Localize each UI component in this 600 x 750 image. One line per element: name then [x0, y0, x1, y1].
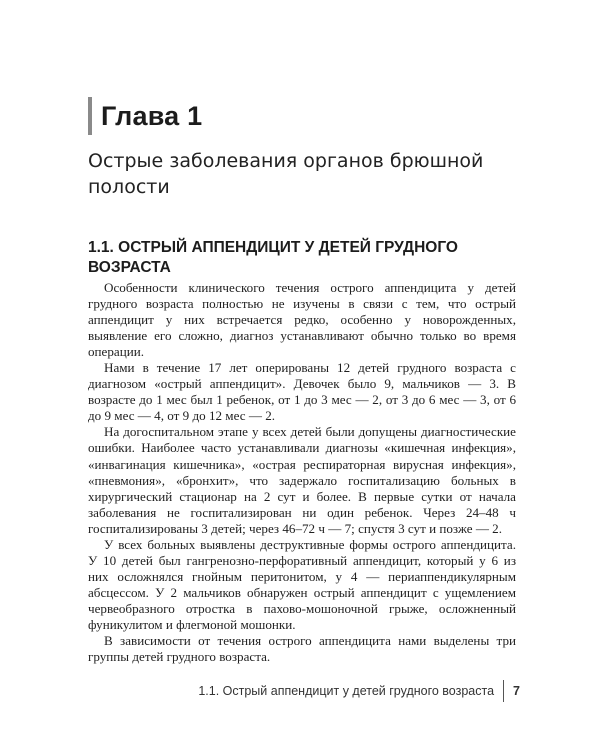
running-title: 1.1. Острый аппендицит у детей грудного возраста — [198, 684, 495, 698]
chapter-title: Глава 1 — [101, 100, 203, 131]
paragraph: У всех больных выявлены деструктивные формы острого аппендицита. У 10 детей был гангренозно-перфоративный аппендицит, который у 6 из них осложнялся гнойным перитонитом, у 4 — периаппендикулярным абсцессом. У 2 мальчиков обнаружен острый аппендицит с ущемлением червеобразного отростка в пахово-мошоночной грыже, осложненный фуникулитом и флегмоной мошонки. — [88, 536, 516, 632]
body-text — [88, 280, 516, 665]
chapter-header — [88, 96, 202, 136]
chapter-accent-bar — [88, 97, 92, 135]
footer-separator — [503, 680, 504, 702]
paragraph: На догоспитальном этапе у всех детей были допущены диагностические ошибки. Наиболее часто устанавливали диагнозы «кишечная инфекция», «инвагинация кишечника», «острая респираторная вирусная инфекция», «пневмония», «бронхит», что задержало госпитализацию больных в хирургический стационар на 2 сут и более. В первые сутки от начала заболевания не госпитализирован ни один ребенок. Через 24–48 ч госпитализированы 3 детей; через 46–72 ч — 7; спустя 3 сут и позже — 2. — [88, 424, 516, 536]
paragraph: В зависимости от течения острого аппендицита нами выделены три группы детей грудного возраста. — [88, 633, 516, 665]
chapter-subtitle: Острые заболевания органов брюшной полости — [88, 150, 484, 198]
paragraph: Особенности клинического течения острого аппендицита у детей грудного возраста полностью не изучены в связи с тем, что острый аппендицит у них встречается редко, особенно у новорожденных, выявление его сложно, диагноз устанавливают обычно только во время операции. — [88, 280, 516, 360]
page-footer — [198, 680, 520, 702]
page-number: 7 — [513, 684, 520, 698]
section-heading: 1.1. ОСТРЫЙ АППЕНДИЦИТ У ДЕТЕЙ ГРУДНОГО ВОЗРАСТА — [88, 239, 458, 276]
paragraph: Нами в течение 17 лет оперированы 12 детей грудного возраста с диагнозом «острый аппендицит». Девочек было 9, мальчиков — 3. В возрасте до 1 мес был 1 ребенок, от 1 до 3 мес — 2, от 3 до 6 мес — 3, от 6 до 9 мес — 4, от 9 до 12 мес — 2. — [88, 360, 516, 424]
